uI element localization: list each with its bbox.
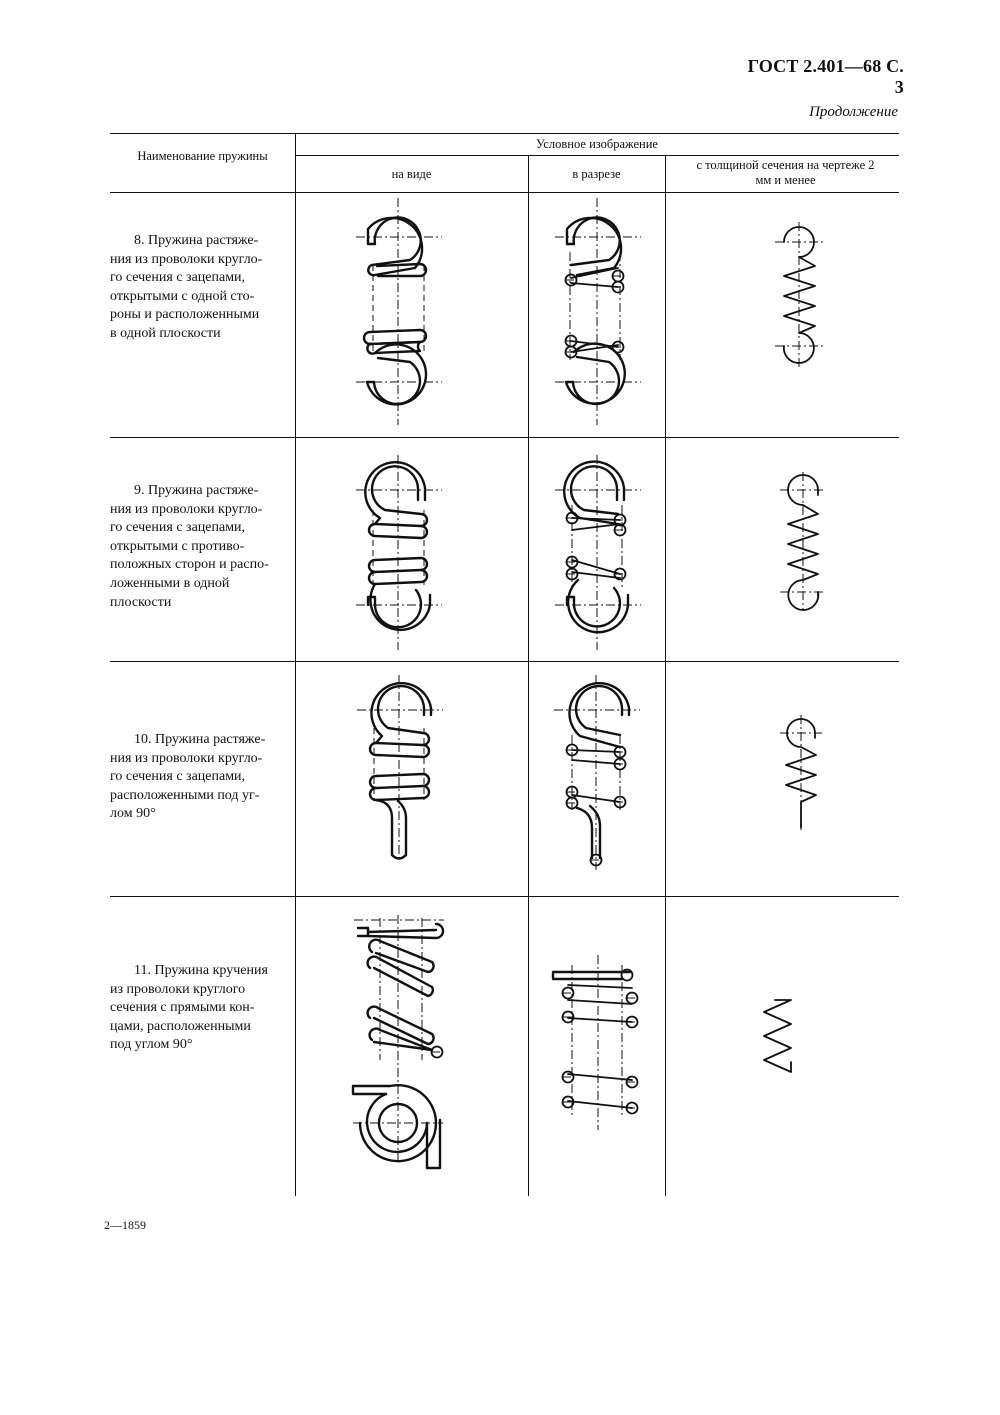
text-line: ложенными в одной	[110, 575, 230, 591]
column-header-group: Условное изображение	[536, 137, 658, 151]
text-line: плоскости	[110, 594, 172, 610]
text-line: 9. Пружина растяже-	[134, 483, 259, 498]
text-line: положных сторон и распо-	[110, 557, 269, 573]
text-line: 8. Пружина растяже-	[134, 233, 259, 248]
spring-10-section-drawing	[554, 675, 640, 870]
text-line: 11. Пружина кручения	[134, 963, 268, 978]
text-line: сечения с прямыми кон-	[110, 1000, 255, 1016]
text-line: ния из проволоки кругло-	[110, 251, 263, 267]
column-header-name: Наименование пружины	[137, 149, 268, 163]
text-line: 10. Пружина растяже-	[134, 732, 266, 747]
text-line: го сечения с зацепами,	[110, 520, 246, 536]
text-line: под углом 90°	[110, 1037, 193, 1053]
text-line: открытыми с противо-	[110, 538, 245, 554]
text-line: лом 90°	[110, 806, 156, 822]
column-header-thin: с толщиной сечения на чертеже 2 мм и менее	[696, 158, 875, 187]
spring-10-view-drawing	[357, 675, 443, 862]
page-footer-code: 2—1859	[104, 1218, 146, 1232]
column-header-section: в разрезе	[572, 167, 621, 181]
text-line: го сечения с зацепами,	[110, 769, 246, 785]
text-line: открытыми с одной сто-	[110, 288, 255, 304]
column-header-view: на виде	[391, 167, 432, 181]
spring-11-view-drawing	[353, 915, 444, 1168]
text-line: ния из проволоки кругло-	[110, 750, 263, 766]
spring-8-section-drawing	[555, 198, 641, 425]
text-line: расположенными под уг-	[110, 787, 260, 803]
text-line: из проволоки круглого	[110, 981, 246, 997]
text-line: го сечения с зацепами,	[110, 270, 246, 286]
text-line: в одной плоскости	[110, 325, 221, 341]
page-standard-header: ГОСТ 2.401—68 С. 3	[747, 56, 904, 97]
spring-9-thin-drawing	[780, 472, 826, 610]
continuation-label: Продолжение	[809, 104, 898, 120]
spring-8-view-drawing	[356, 198, 442, 425]
text-line: ния из проволоки кругло-	[110, 501, 263, 517]
text-line: роны и расположенными	[110, 307, 260, 323]
spring-8-thin-drawing	[775, 222, 823, 368]
spring-11-thin-drawing	[764, 1000, 791, 1072]
spring-10-thin-drawing	[780, 715, 822, 830]
spring-9-view-drawing	[356, 455, 442, 650]
spring-11-section-drawing	[553, 955, 638, 1130]
spring-9-section-drawing	[555, 455, 641, 650]
text-line: цами, расположенными	[110, 1018, 251, 1034]
